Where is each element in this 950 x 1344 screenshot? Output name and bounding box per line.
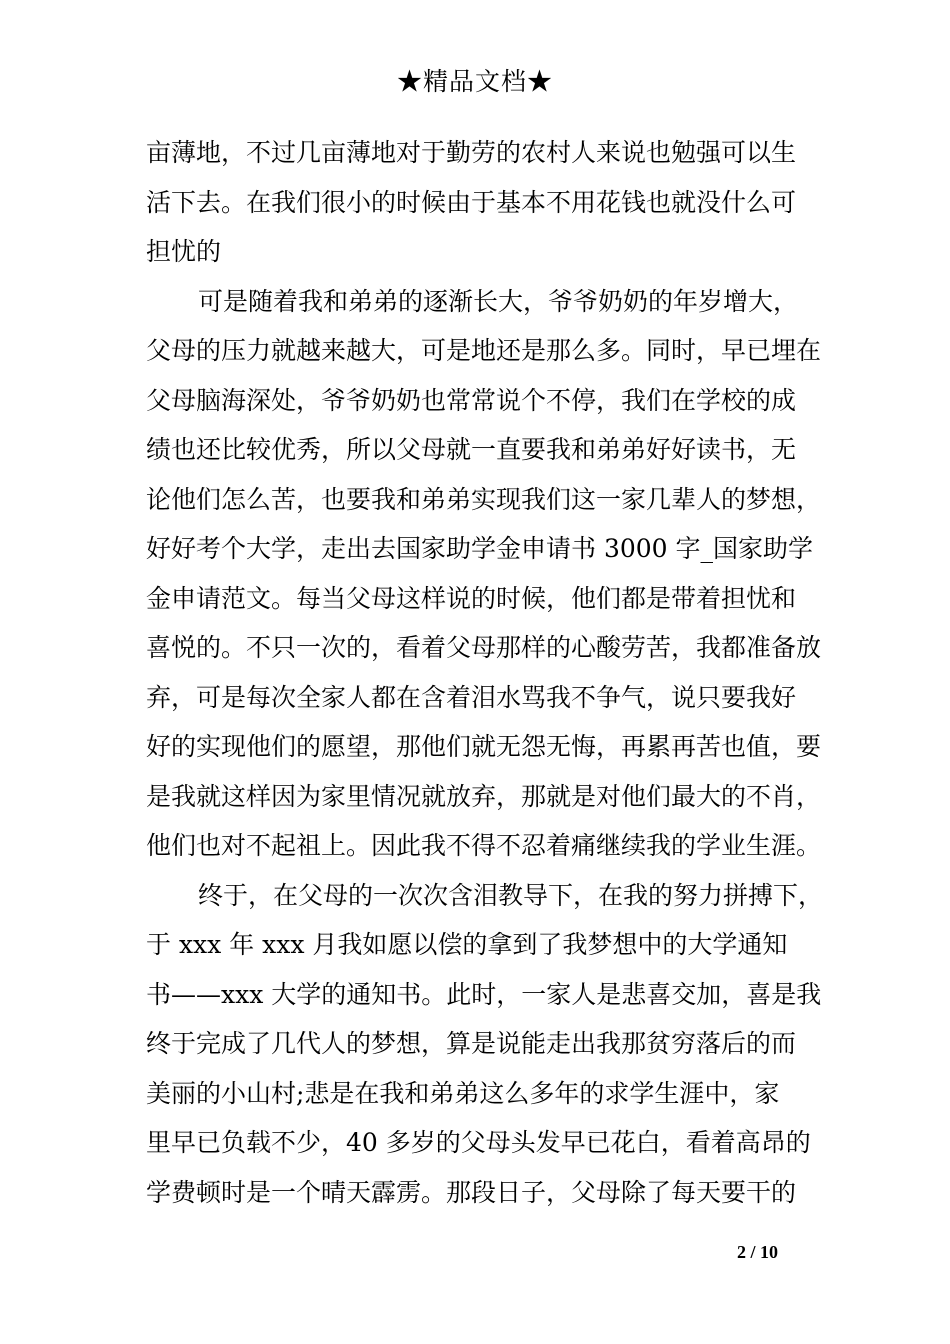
text-line: 活下去。在我们很小的时候由于基本不用花钱也就没什么可 [146,187,797,217]
text-line: 里早已负载不少，40 多岁的父母头发早已花白，看着高昂的 [146,1128,811,1157]
text-line: 金申请范文。每当父母这样说的时候，他们都是带着担忧和 [146,583,797,613]
text-line: 学费顿时是一个晴天霹雳。那段日子，父母除了每天要干的 [146,1177,797,1207]
text-line-paragraph-start: 终于，在父母的一次次含泪教导下，在我的努力拼搏下， [198,880,824,910]
text-line: 父母脑海深处，爷爷奶奶也常常说个不停，我们在学校的成 [146,385,797,415]
document-body [146,128,824,1217]
text-line: 终于完成了几代人的梦想，算是说能走出我那贫穷落后的而 [146,1029,797,1058]
text-line: 父母的压力就越来越大，可是地还是那么多。同时，早已埋在 [146,336,822,365]
text-line: 担忧的 [146,237,222,266]
text-line: 绩也还比较优秀，所以父母就一直要我和弟弟好好读书，无 [146,435,797,464]
page-number: 2 / 10 [736,1242,778,1262]
page-header-title: ★精品文档★ [396,67,553,96]
text-line: 好的实现他们的愿望，那他们就无怨无悔，再累再苦也值，要 [146,732,822,761]
text-line: 于 xxx 年 xxx 月我如愿以偿的拿到了我梦想中的大学通知 [146,930,788,959]
text-line: 好好考个大学，走出去国家助学金申请书 3000 字_国家助学 [146,534,814,563]
text-line: 弃，可是每次全家人都在含着泪水骂我不争气，说只要我好 [146,682,797,712]
text-line: 美丽的小山村;悲是在我和弟弟这么多年的求学生涯中，家 [146,1078,780,1108]
text-line-paragraph-start: 可是随着我和弟弟的逐渐长大，爷爷奶奶的年岁增大， [198,286,799,316]
text-line: 是我就这样因为家里情况就放弃，那就是对他们最大的不肖， [146,781,822,811]
text-line: 论他们怎么苦，也要我和弟弟实现我们这一家几辈人的梦想， [146,484,822,514]
text-line: 书——xxx 大学的通知书。此时，一家人是悲喜交加，喜是我 [146,979,822,1009]
text-line: 他们也对不起祖上。因此我不得不忍着痛继续我的学业生涯。 [146,831,822,860]
text-line: 喜悦的。不只一次的，看着父母那样的心酸劳苦，我都准备放 [146,633,822,662]
text-line: 亩薄地，不过几亩薄地对于勤劳的农村人来说也勉强可以生 [146,138,797,167]
